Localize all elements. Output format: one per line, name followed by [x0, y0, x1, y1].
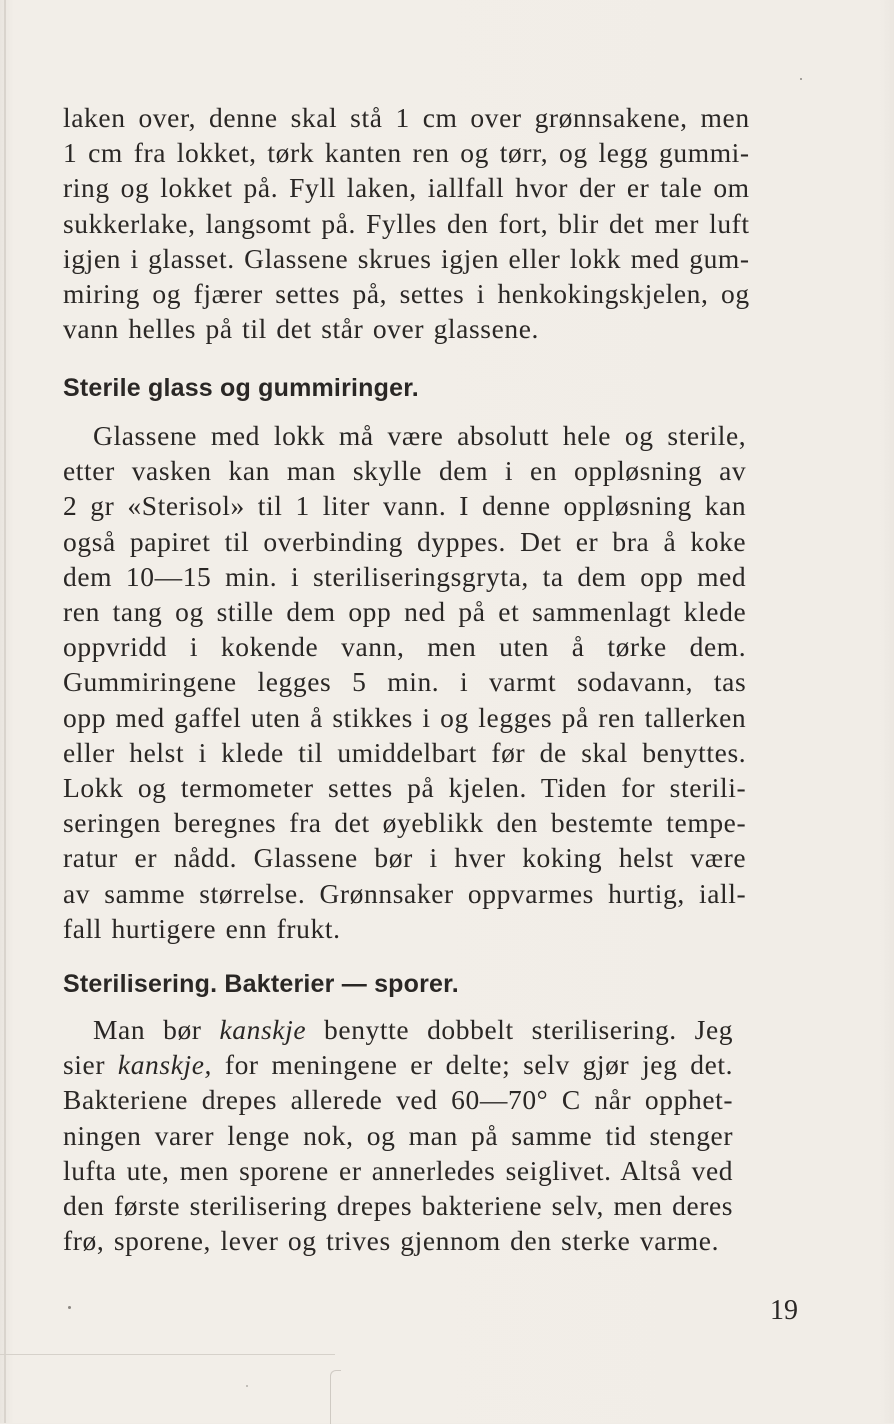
text-line: igjen i glasset. Glassene skrues igjen eller lokk med gum- — [63, 242, 750, 274]
text-line: seringen beregnes fra det øyeblikk den bestemte tempe- — [63, 807, 747, 839]
text-line: Bakteriene drepes allerede ved 60—70° C når opphet- — [63, 1084, 734, 1116]
text-line: Lokk og termometer settes på kjelen. Tiden for sterili- — [63, 772, 747, 804]
text-line: Glassene med lokk må være absolutt hele og sterile, — [93, 420, 747, 451]
text-line: ren tang og stille dem opp ned på et sammenlagt klede — [63, 596, 747, 628]
page-tab-edge — [330, 1370, 341, 1424]
text-line: sukkerlake, langsomt på. Fylles den fort, blir det mer luft — [63, 207, 750, 239]
text-run: benytte dobbelt sterilisering. Jeg — [306, 1014, 734, 1045]
text-line: eller helst i klede til umiddelbart før de skal benyttes. — [63, 736, 747, 768]
fold-line — [0, 1354, 335, 1355]
paragraph-sterile-glass — [63, 418, 746, 946]
text-line: fall hurtigere enn frukt. — [63, 912, 341, 944]
text-run: sier — [63, 1049, 118, 1081]
text-line: 2 gr «Sterisol» til 1 liter vann. I denne oppløsning kan — [63, 490, 747, 522]
text-line — [63, 1012, 733, 1047]
binding-edge — [4, 0, 6, 1423]
text-line — [63, 1047, 733, 1082]
text-line: frø, sporene, lever og trives gjennom den sterke varme. — [63, 1225, 720, 1257]
paragraph-intro — [63, 100, 750, 346]
text-line: den første sterilisering drepes bakteriene selv, men deres — [63, 1190, 734, 1222]
text-line: oppvridd i kokende vann, men uten å tørke dem. — [63, 631, 747, 663]
text-run: Man bør — [93, 1014, 220, 1045]
text-line: dem 10—15 min. i steriliseringsgryta, ta dem opp med — [63, 560, 747, 592]
text-line: 1 cm fra lokket, tørk kanten ren og tørr, og legg gummi- — [63, 137, 750, 169]
text-run: for meningene er delte; selv gjør jeg det. — [212, 1049, 734, 1081]
page-number: 19 — [770, 1295, 798, 1326]
emphasis-text: kanskje, — [117, 1049, 213, 1081]
text-line: Gummiringene legges 5 min. i varmt sodavann, tas — [63, 666, 747, 698]
paragraph-sterilisering — [63, 1012, 733, 1258]
text-line: lufta ute, men sporene er annerledes seiglivet. Altså ved — [63, 1154, 734, 1186]
text-line: etter vasken kan man skylle dem i en oppløsning av — [63, 455, 747, 487]
text-line: miring og fjærer settes på, settes i henkokingskjelen, og — [63, 278, 750, 310]
emphasis-text: kanskje — [219, 1014, 307, 1045]
text-line: vann helles på til det står over glassene. — [63, 313, 540, 345]
paper-speck — [68, 1306, 71, 1309]
text-line: laken over, denne skal stå 1 cm over grønnsakene, men — [63, 102, 750, 133]
paper-speck — [246, 1385, 248, 1387]
section-heading-sterilisering: Sterilisering. Bakterier — sporer. — [63, 970, 459, 998]
text-line: opp med gaffel uten å stikkes i og legges på ren tallerken — [63, 701, 747, 733]
section-heading-sterile-glass: Sterile glass og gummiringer. — [63, 374, 419, 402]
paper-speck — [800, 78, 802, 80]
text-line: av samme størrelse. Grønnsaker oppvarmes hurtig, iall- — [63, 877, 747, 909]
text-line: ring og lokket på. Fyll laken, iallfall hvor der er tale om — [63, 172, 750, 204]
text-line: ningen varer lenge nok, og man på samme tid stenger — [63, 1119, 734, 1151]
text-line: ratur er nådd. Glassene bør i hver koking helst være — [63, 842, 747, 874]
text-line: også papiret til overbinding dyppes. Det er bra å koke — [63, 525, 747, 557]
